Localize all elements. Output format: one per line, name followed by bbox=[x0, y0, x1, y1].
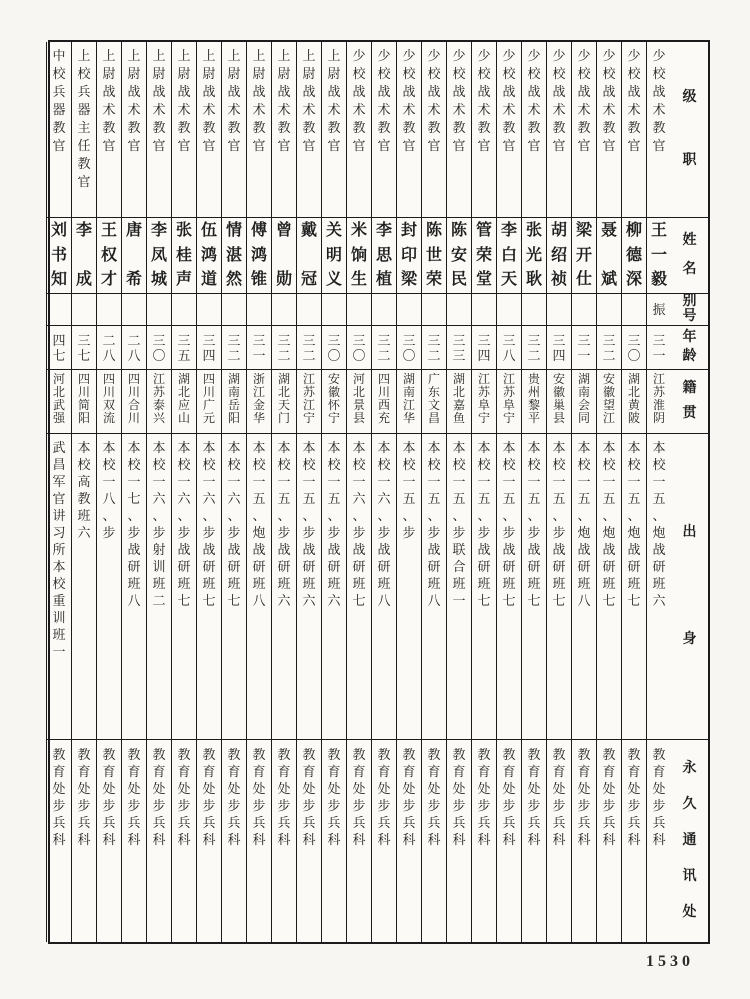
origin-cell: 本 校 一 七 、 步 战 研 班 八 bbox=[122, 434, 146, 740]
header-origin-label: 出 身 bbox=[671, 434, 708, 740]
person-column bbox=[221, 42, 246, 942]
contact-cell: 教 育 处 步 兵 科 bbox=[227, 747, 241, 847]
alias-cell bbox=[197, 294, 221, 326]
name-cell: 唐 希 bbox=[122, 218, 146, 294]
origin-cell: 本 校 一 五 、 步 战 研 班 七 bbox=[522, 434, 546, 740]
native-place-cell: 四 川 广 元 bbox=[197, 370, 221, 434]
alias-cell bbox=[597, 294, 621, 326]
person-column bbox=[546, 42, 571, 942]
contact-cell: 教 育 处 步 兵 科 bbox=[277, 747, 291, 847]
age-cell: 三 四 bbox=[472, 326, 496, 370]
origin-cell: 本 校 一 六 、 步 战 研 班 八 bbox=[372, 434, 396, 740]
native-place-cell: 四 川 合 川 bbox=[122, 370, 146, 434]
contact-cell: 教 育 处 步 兵 科 bbox=[577, 747, 591, 847]
rank-cell: 上 尉 战 术 教 官 bbox=[172, 42, 196, 218]
age-cell: 三 七 bbox=[72, 326, 96, 370]
name-cell: 陈 世 荣 bbox=[422, 218, 446, 294]
name-cell: 张 桂 声 bbox=[172, 218, 196, 294]
person-column bbox=[296, 42, 321, 942]
origin-cell: 本 校 一 五 、 步 联 合 班 一 bbox=[447, 434, 471, 740]
contact-cell: 教 育 处 步 兵 科 bbox=[352, 747, 366, 847]
person-column bbox=[396, 42, 421, 942]
person-column bbox=[46, 42, 71, 942]
native-place-cell: 安 徽 怀 宁 bbox=[322, 370, 346, 434]
native-place-cell: 湖 南 会 同 bbox=[572, 370, 596, 434]
name-cell: 柳 德 深 bbox=[622, 218, 646, 294]
alias-cell bbox=[222, 294, 246, 326]
origin-cell: 本 校 一 六 、 步 战 研 班 七 bbox=[222, 434, 246, 740]
rank-cell: 上 尉 战 术 教 官 bbox=[197, 42, 221, 218]
contact-cell: 教 育 处 步 兵 科 bbox=[52, 747, 66, 847]
age-cell: 三 〇 bbox=[322, 326, 346, 370]
roster-table bbox=[48, 40, 710, 944]
alias-cell: 振 bbox=[647, 294, 671, 326]
age-cell: 三 五 bbox=[172, 326, 196, 370]
age-cell: 三 一 bbox=[647, 326, 671, 370]
alias-cell bbox=[147, 294, 171, 326]
contact-cell: 教 育 处 步 兵 科 bbox=[477, 747, 491, 847]
rank-cell: 少 校 战 术 教 官 bbox=[372, 42, 396, 218]
origin-cell: 本 校 一 五 、 步 战 研 班 八 bbox=[422, 434, 446, 740]
native-place-cell: 四 川 西 充 bbox=[372, 370, 396, 434]
rank-cell: 少 校 战 术 教 官 bbox=[422, 42, 446, 218]
alias-cell bbox=[547, 294, 571, 326]
person-column bbox=[71, 42, 96, 942]
alias-cell bbox=[422, 294, 446, 326]
rank-cell: 少 校 战 术 教 官 bbox=[572, 42, 596, 218]
native-place-cell: 河 北 武 强 bbox=[47, 370, 71, 434]
origin-cell: 本 校 一 五 、 步 战 研 班 六 bbox=[297, 434, 321, 740]
name-cell: 曾 勋 bbox=[272, 218, 296, 294]
person-column bbox=[446, 42, 471, 942]
rank-cell: 上 尉 战 术 教 官 bbox=[272, 42, 296, 218]
person-column bbox=[521, 42, 546, 942]
contact-cell: 教 育 处 步 兵 科 bbox=[502, 747, 516, 847]
origin-cell: 本 校 一 六 、 步 战 研 班 七 bbox=[197, 434, 221, 740]
rank-cell: 少 校 战 术 教 官 bbox=[597, 42, 621, 218]
age-cell: 三 二 bbox=[272, 326, 296, 370]
name-cell: 管 荣 堂 bbox=[472, 218, 496, 294]
native-place-cell: 湖 北 嘉 鱼 bbox=[447, 370, 471, 434]
contact-cell: 教 育 处 步 兵 科 bbox=[427, 747, 441, 847]
contact-cell: 教 育 处 步 兵 科 bbox=[302, 747, 316, 847]
name-cell: 伍 鸿 道 bbox=[197, 218, 221, 294]
rank-cell: 少 校 战 术 教 官 bbox=[497, 42, 521, 218]
alias-cell bbox=[97, 294, 121, 326]
name-cell: 王 一 毅 bbox=[647, 218, 671, 294]
age-cell: 三 二 bbox=[422, 326, 446, 370]
person-column bbox=[271, 42, 296, 942]
age-cell: 三 四 bbox=[547, 326, 571, 370]
age-cell: 四 七 bbox=[47, 326, 71, 370]
native-place-cell: 湖 北 应 山 bbox=[172, 370, 196, 434]
contact-cell: 教 育 处 步 兵 科 bbox=[377, 747, 391, 847]
name-cell: 刘 书 知 bbox=[47, 218, 71, 294]
alias-cell bbox=[497, 294, 521, 326]
age-cell: 三 一 bbox=[247, 326, 271, 370]
native-place-cell: 湖 南 江 华 bbox=[397, 370, 421, 434]
alias-cell bbox=[122, 294, 146, 326]
person-column bbox=[321, 42, 346, 942]
name-cell: 李 成 bbox=[72, 218, 96, 294]
age-cell: 二 八 bbox=[122, 326, 146, 370]
contact-cell: 教 育 处 步 兵 科 bbox=[652, 747, 666, 847]
person-column bbox=[121, 42, 146, 942]
alias-cell bbox=[522, 294, 546, 326]
name-cell: 梁 开 仕 bbox=[572, 218, 596, 294]
age-cell: 三 二 bbox=[297, 326, 321, 370]
native-place-cell: 四 川 简 阳 bbox=[72, 370, 96, 434]
alias-cell bbox=[322, 294, 346, 326]
rank-cell: 少 校 战 术 教 官 bbox=[472, 42, 496, 218]
origin-cell: 本 校 一 五 、 步 战 研 班 七 bbox=[497, 434, 521, 740]
age-cell: 三 〇 bbox=[622, 326, 646, 370]
name-cell: 胡 绍 祯 bbox=[547, 218, 571, 294]
age-cell: 三 〇 bbox=[147, 326, 171, 370]
alias-cell bbox=[47, 294, 71, 326]
contact-cell: 教 育 处 步 兵 科 bbox=[602, 747, 616, 847]
person-column bbox=[371, 42, 396, 942]
native-place-cell: 贵 州 黎 平 bbox=[522, 370, 546, 434]
age-cell: 三 二 bbox=[372, 326, 396, 370]
person-column bbox=[621, 42, 646, 942]
origin-cell: 本 校 一 五 、 步 战 研 班 七 bbox=[547, 434, 571, 740]
header-rank-label: 级 职 bbox=[671, 42, 708, 218]
name-cell: 傅 鸿 锥 bbox=[247, 218, 271, 294]
alias-cell bbox=[272, 294, 296, 326]
contact-cell: 教 育 处 步 兵 科 bbox=[627, 747, 641, 847]
contact-cell: 教 育 处 步 兵 科 bbox=[102, 747, 116, 847]
native-place-cell: 安 徽 巢 县 bbox=[547, 370, 571, 434]
native-place-cell: 江 苏 阜 宁 bbox=[497, 370, 521, 434]
alias-cell bbox=[72, 294, 96, 326]
person-column bbox=[246, 42, 271, 942]
rank-cell: 上 尉 战 术 教 官 bbox=[147, 42, 171, 218]
name-cell: 戴 冠 bbox=[297, 218, 321, 294]
origin-cell: 武 昌 军 官 讲 习 所 本 校 重 训 班 一 bbox=[47, 434, 71, 740]
name-cell: 李 思 植 bbox=[372, 218, 396, 294]
origin-cell: 本 校 一 五 、 炮 战 研 班 六 bbox=[647, 434, 671, 740]
name-cell: 王 权 才 bbox=[97, 218, 121, 294]
origin-cell: 本 校 一 五 、 步 bbox=[397, 434, 421, 740]
origin-cell: 本 校 一 六 、 步 战 研 班 七 bbox=[347, 434, 371, 740]
contact-cell: 教 育 处 步 兵 科 bbox=[527, 747, 541, 847]
rank-cell: 上 尉 战 术 教 官 bbox=[122, 42, 146, 218]
native-place-cell: 江 苏 泰 兴 bbox=[147, 370, 171, 434]
contact-cell: 教 育 处 步 兵 科 bbox=[402, 747, 416, 847]
native-place-cell: 河 北 景 县 bbox=[347, 370, 371, 434]
person-column bbox=[421, 42, 446, 942]
rank-cell: 少 校 战 术 教 官 bbox=[447, 42, 471, 218]
name-cell: 关 明 义 bbox=[322, 218, 346, 294]
page-number: 1530 bbox=[646, 953, 694, 970]
header-column bbox=[671, 42, 708, 942]
alias-cell bbox=[172, 294, 196, 326]
native-place-cell: 江 苏 江 宁 bbox=[297, 370, 321, 434]
native-place-cell: 四 川 双 流 bbox=[97, 370, 121, 434]
alias-cell bbox=[347, 294, 371, 326]
name-cell: 情 湛 然 bbox=[222, 218, 246, 294]
person-column bbox=[646, 42, 671, 942]
age-cell: 二 八 bbox=[97, 326, 121, 370]
age-cell: 三 一 bbox=[572, 326, 596, 370]
rank-cell: 少 校 战 术 教 官 bbox=[647, 42, 671, 218]
contact-cell: 教 育 处 步 兵 科 bbox=[152, 747, 166, 847]
age-cell: 三 二 bbox=[597, 326, 621, 370]
origin-cell: 本 校 一 五 、 步 战 研 班 七 bbox=[472, 434, 496, 740]
person-column bbox=[571, 42, 596, 942]
name-cell: 张 光 耿 bbox=[522, 218, 546, 294]
rank-cell: 上 尉 战 术 教 官 bbox=[222, 42, 246, 218]
person-column bbox=[596, 42, 621, 942]
name-cell: 封 印 梁 bbox=[397, 218, 421, 294]
rank-cell: 上 尉 战 术 教 官 bbox=[297, 42, 321, 218]
origin-cell: 本 校 一 五 、 步 战 研 班 六 bbox=[322, 434, 346, 740]
age-cell: 三 八 bbox=[497, 326, 521, 370]
age-cell: 三 四 bbox=[197, 326, 221, 370]
name-cell: 聂 斌 bbox=[597, 218, 621, 294]
alias-cell bbox=[372, 294, 396, 326]
contact-cell: 教 育 处 步 兵 科 bbox=[452, 747, 466, 847]
origin-cell: 本 校 一 五 、 步 战 研 班 六 bbox=[272, 434, 296, 740]
name-cell: 李 白 天 bbox=[497, 218, 521, 294]
alias-cell bbox=[397, 294, 421, 326]
native-place-cell: 广 东 文 昌 bbox=[422, 370, 446, 434]
age-cell: 三 二 bbox=[522, 326, 546, 370]
rank-cell: 上 尉 战 术 教 官 bbox=[322, 42, 346, 218]
header-contact-label: 永 久 通 讯 处 bbox=[682, 761, 697, 920]
rank-cell: 少 校 战 术 教 官 bbox=[547, 42, 571, 218]
origin-cell: 本 校 一 五 、 炮 战 研 班 八 bbox=[247, 434, 271, 740]
alias-cell bbox=[472, 294, 496, 326]
alias-cell bbox=[622, 294, 646, 326]
alias-cell bbox=[247, 294, 271, 326]
age-cell: 三 〇 bbox=[397, 326, 421, 370]
rank-cell: 少 校 战 术 教 官 bbox=[522, 42, 546, 218]
native-place-cell: 湖 北 天 门 bbox=[272, 370, 296, 434]
contact-cell: 教 育 处 步 兵 科 bbox=[327, 747, 341, 847]
rank-cell: 上 尉 战 术 教 官 bbox=[97, 42, 121, 218]
native-place-cell: 湖 北 黄 陂 bbox=[622, 370, 646, 434]
person-column bbox=[346, 42, 371, 942]
contact-cell: 教 育 处 步 兵 科 bbox=[127, 747, 141, 847]
person-column bbox=[96, 42, 121, 942]
rank-cell: 中 校 兵 器 教 官 bbox=[47, 42, 71, 218]
rank-cell: 少 校 战 术 教 官 bbox=[397, 42, 421, 218]
origin-cell: 本 校 一 六 、 步 射 训 班 二 bbox=[147, 434, 171, 740]
native-place-cell: 江 苏 淮 阴 bbox=[647, 370, 671, 434]
name-cell: 米 饷 生 bbox=[347, 218, 371, 294]
person-column bbox=[146, 42, 171, 942]
origin-cell: 本 校 一 六 、 步 战 研 班 七 bbox=[172, 434, 196, 740]
person-column bbox=[196, 42, 221, 942]
age-cell: 三 二 bbox=[222, 326, 246, 370]
contact-cell: 教 育 处 步 兵 科 bbox=[202, 747, 216, 847]
rank-cell: 少 校 战 术 教 官 bbox=[622, 42, 646, 218]
age-cell: 三 〇 bbox=[347, 326, 371, 370]
person-column bbox=[496, 42, 521, 942]
native-place-cell: 浙 江 金 华 bbox=[247, 370, 271, 434]
header-age-label: 年 龄 bbox=[671, 326, 708, 370]
rank-cell: 少 校 战 术 教 官 bbox=[347, 42, 371, 218]
origin-cell: 本 校 高 教 班 六 bbox=[72, 434, 96, 740]
header-native-label: 籍 贯 bbox=[671, 370, 708, 434]
person-column bbox=[471, 42, 496, 942]
origin-cell: 本 校 一 八 、 步 bbox=[97, 434, 121, 740]
native-place-cell: 江 苏 阜 宁 bbox=[472, 370, 496, 434]
contact-cell: 教 育 处 步 兵 科 bbox=[252, 747, 266, 847]
name-cell: 李 凤 城 bbox=[147, 218, 171, 294]
age-cell: 三 三 bbox=[447, 326, 471, 370]
contact-cell: 教 育 处 步 兵 科 bbox=[552, 747, 566, 847]
origin-cell: 本 校 一 五 、 炮 战 研 班 七 bbox=[622, 434, 646, 740]
alias-cell bbox=[447, 294, 471, 326]
origin-cell: 本 校 一 五 、 炮 战 研 班 七 bbox=[597, 434, 621, 740]
origin-cell: 本 校 一 五 、 炮 战 研 班 八 bbox=[572, 434, 596, 740]
alias-cell bbox=[297, 294, 321, 326]
rank-cell: 上 尉 战 术 教 官 bbox=[247, 42, 271, 218]
native-place-cell: 安 徽 望 江 bbox=[597, 370, 621, 434]
header-alias-label: 别 号 bbox=[671, 294, 708, 326]
name-cell: 陈 安 民 bbox=[447, 218, 471, 294]
native-place-cell: 湖 南 岳 阳 bbox=[222, 370, 246, 434]
alias-cell bbox=[572, 294, 596, 326]
rank-cell: 上 校 兵 器 主 任 教 官 bbox=[72, 42, 96, 218]
contact-cell: 教 育 处 步 兵 科 bbox=[177, 747, 191, 847]
person-column bbox=[171, 42, 196, 942]
header-name-label: 姓 名 bbox=[671, 218, 708, 294]
contact-cell: 教 育 处 步 兵 科 bbox=[77, 747, 91, 847]
